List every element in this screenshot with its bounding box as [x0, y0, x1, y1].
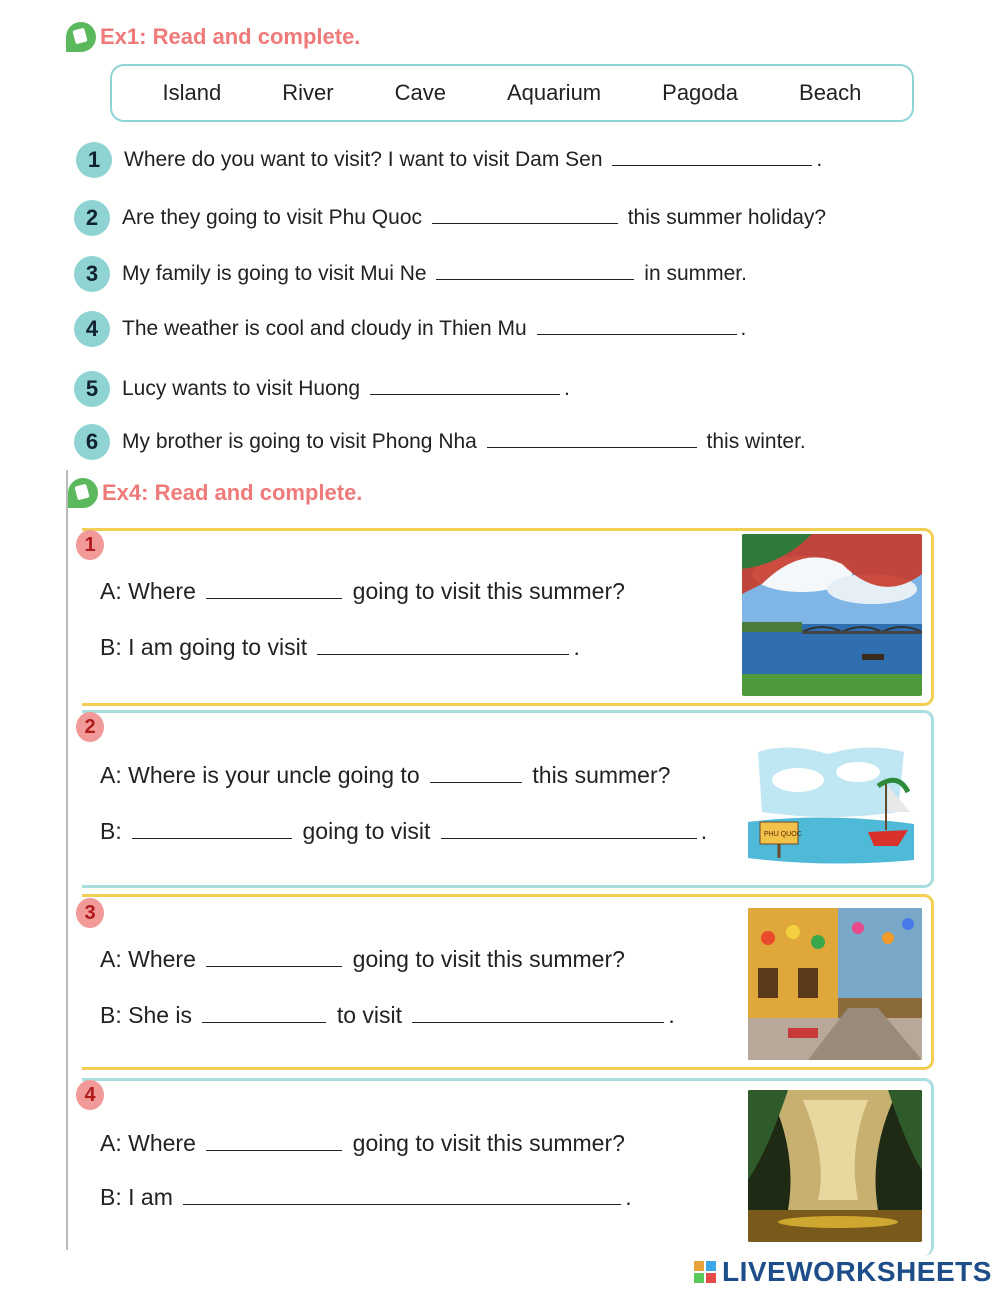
word-pagoda: Pagoda [662, 80, 738, 105]
ex4-heading [68, 478, 362, 508]
question-end: this summer holiday? [627, 206, 827, 229]
question-number: 6 [74, 424, 110, 460]
question-number: 1 [76, 142, 112, 178]
line-text: . [625, 1184, 632, 1210]
question-end: . [740, 317, 747, 340]
line-text: going to visit [302, 818, 431, 844]
line-text: to visit [336, 1002, 403, 1028]
left-margin-rule [66, 470, 68, 1250]
dialogue-line-a [100, 762, 670, 789]
liveworksheets-logo [694, 1256, 992, 1288]
word-cave: Cave [394, 80, 446, 105]
answer-blank[interactable] [612, 148, 812, 166]
old-town-street-image [748, 908, 922, 1060]
item-number: 4 [76, 1080, 104, 1110]
pencil-icon [66, 22, 96, 52]
line-text: . [573, 634, 580, 660]
answer-blank[interactable] [132, 821, 292, 839]
line-text: B: I am going to visit [100, 634, 308, 660]
line-text: B: I am [100, 1184, 173, 1210]
answer-blank[interactable] [537, 317, 737, 335]
question-6 [74, 424, 806, 460]
line-text: going to visit this summer? [352, 578, 625, 604]
word-aquarium: Aquarium [506, 80, 602, 105]
question-number: 2 [74, 200, 110, 236]
line-text: . [668, 1002, 675, 1028]
dialogue-line-b [100, 818, 707, 845]
question-text: My brother is going to visit Phong Nha [122, 430, 477, 453]
word-bank [110, 64, 914, 122]
line-text: this summer? [532, 762, 671, 788]
question-number: 5 [74, 371, 110, 407]
question-end: . [563, 377, 570, 400]
answer-blank[interactable] [430, 765, 522, 783]
dialogue-line-b [100, 1184, 632, 1211]
line-text: A: Where is your uncle going to [100, 762, 420, 788]
item-number: 1 [76, 530, 104, 560]
cave-image [748, 1090, 922, 1242]
question-text: Where do you want to visit? I want to visit Dam Sen [124, 148, 603, 171]
answer-blank[interactable] [206, 581, 342, 599]
question-3 [74, 256, 747, 292]
item-number: 3 [76, 898, 104, 928]
question-text: The weather is cool and cloudy in Thien Mu [122, 317, 527, 340]
answer-blank[interactable] [436, 262, 634, 280]
question-5 [74, 371, 570, 407]
question-2 [74, 200, 826, 236]
ex1-title: Ex1: Read and complete. [100, 24, 361, 49]
line-text: B: [100, 818, 122, 844]
ex4-title: Ex4: Read and complete. [102, 480, 363, 505]
dialogue-line-a [100, 946, 625, 973]
line-text: going to visit this summer? [352, 946, 625, 972]
question-end: in summer. [644, 262, 747, 285]
line-text: B: She is [100, 1002, 193, 1028]
word-beach: Beach [799, 80, 862, 105]
answer-blank[interactable] [441, 821, 697, 839]
question-text: Lucy wants to visit Huong [122, 377, 361, 400]
sign-label: PHU QUOC [764, 831, 802, 838]
question-text: Are they going to visit Phu Quoc [122, 206, 422, 229]
dialogue-line-a [100, 578, 625, 605]
word-island: Island [162, 80, 222, 105]
river-bridge-image [742, 534, 922, 696]
answer-blank[interactable] [206, 949, 342, 967]
line-text: A: Where [100, 1130, 196, 1156]
dialogue-line-a [100, 1130, 625, 1157]
island-cartoon-image [748, 742, 914, 870]
logo-text: LIVEWORKSHEETS [722, 1256, 992, 1287]
line-text: A: Where [100, 578, 196, 604]
dialogue-line-b [100, 634, 580, 661]
ex1-heading [66, 22, 360, 52]
logo-icon [694, 1261, 716, 1283]
word-river: River [282, 80, 334, 105]
answer-blank[interactable] [183, 1187, 621, 1205]
item-number: 2 [76, 712, 104, 742]
question-4 [74, 311, 746, 347]
question-end: . [816, 148, 823, 171]
answer-blank[interactable] [317, 637, 569, 655]
line-text: going to visit this summer? [352, 1130, 625, 1156]
answer-blank[interactable] [206, 1133, 342, 1151]
answer-blank[interactable] [370, 377, 560, 395]
answer-blank[interactable] [412, 1005, 664, 1023]
question-text: My family is going to visit Mui Ne [122, 262, 427, 285]
line-text: . [700, 818, 708, 844]
question-end: this winter. [706, 430, 806, 453]
pencil-icon [68, 478, 98, 508]
answer-blank[interactable] [202, 1005, 326, 1023]
answer-blank[interactable] [432, 206, 618, 224]
dialogue-line-b [100, 1002, 675, 1029]
answer-blank[interactable] [487, 430, 697, 448]
question-number: 4 [74, 311, 110, 347]
question-number: 3 [74, 256, 110, 292]
question-1 [76, 142, 822, 178]
line-text: A: Where [100, 946, 196, 972]
